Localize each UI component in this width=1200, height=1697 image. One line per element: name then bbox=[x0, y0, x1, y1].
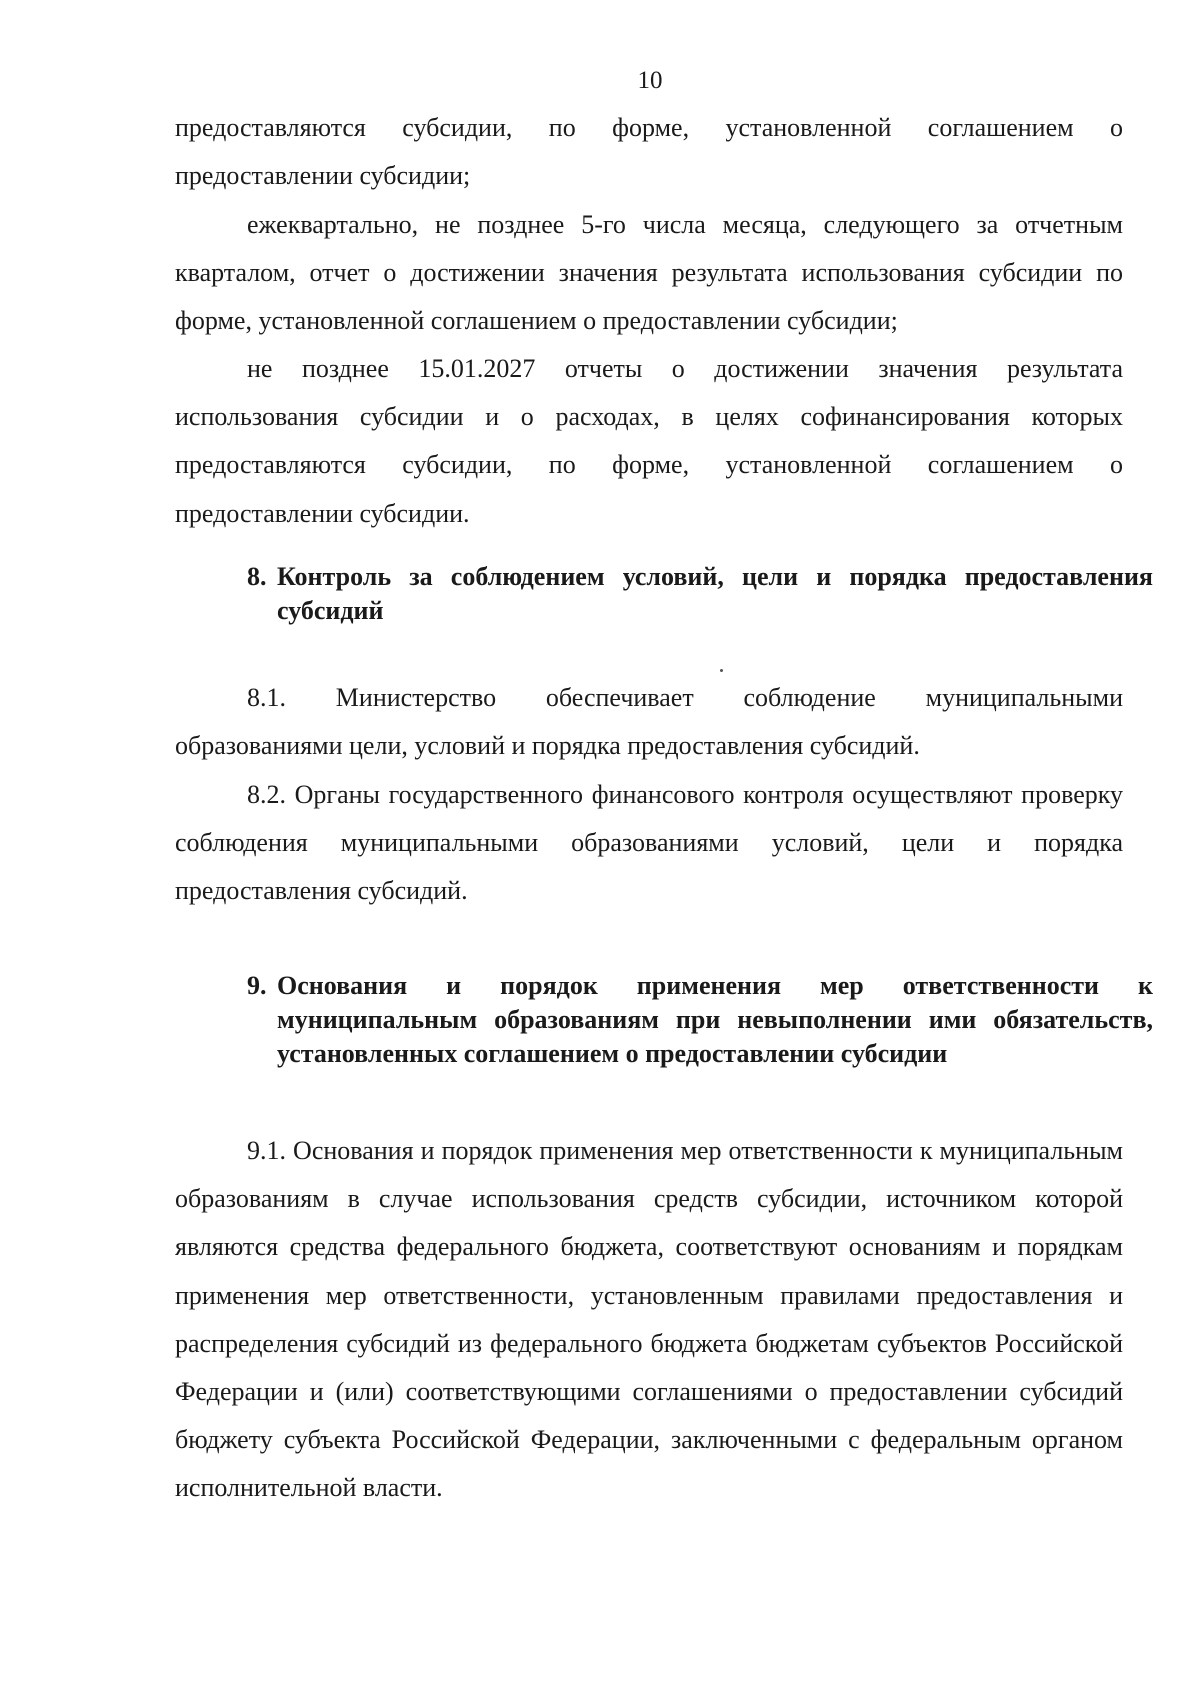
paragraph-8-1: 8.1. Министерство обеспечивает соблюдение муниципальными образованиями цели, условий и порядка предоставления субсидий. bbox=[175, 683, 1123, 761]
paragraph-8-2: 8.2. Органы государственного финансового контроля осуществляют проверку соблюдения муниципальными образованиями условий, цели и порядка предоставления субсидий. bbox=[175, 780, 1123, 906]
section-8-title: Контроль за соблюдением условий, цели и порядка предоставления субсидий bbox=[277, 562, 1153, 625]
section-8-heading bbox=[247, 560, 1153, 628]
paragraph-9-1: 9.1. Основания и порядок применения мер ответственности к муниципальным образованиям в случае использования средств субсидии, источником которой являются средства федерального бюджета, соответствуют основаниям и порядкам применения мер ответственности, установленным правилами предоставления и распределения субсидий из федерального бюджета бюджетам субъектов Российской Федерации и (или) соответствующими соглашениями о предоставлении субсидий бюджету субъекта Российской Федерации, заключенными с федеральным органом исполнительной власти. bbox=[175, 1136, 1123, 1503]
section-9-title: Основания и порядок применения мер ответственности к муниципальным образованиям при невыполнении ими обязательств, установленных соглашением о предоставлении субсидии bbox=[277, 971, 1153, 1068]
paragraph-quarterly-report: ежеквартально, не позднее 5-го числа месяца, следующего за отчетным кварталом, отчет о достижении значения результата использования субсидии по форме, установленной соглашением о предоставлении субсидии; bbox=[175, 210, 1123, 336]
scan-speck bbox=[720, 669, 723, 672]
paragraph-continuation: предоставляются субсидии, по форме, установленной соглашением о предоставлении субсидии; bbox=[175, 113, 1123, 191]
paragraph-final-report: не позднее 15.01.2027 отчеты о достижении значения результата использования субсидии и о расходах, в целях софинансирования которых предоставляются субсидии, по форме, установленной соглашением о предоставлении субсидии. bbox=[175, 354, 1123, 528]
section-8-number: 8. bbox=[247, 562, 267, 591]
page-number: 10 bbox=[637, 67, 663, 94]
section-9-number: 9. bbox=[247, 971, 267, 1000]
section-9-heading bbox=[247, 969, 1153, 1071]
